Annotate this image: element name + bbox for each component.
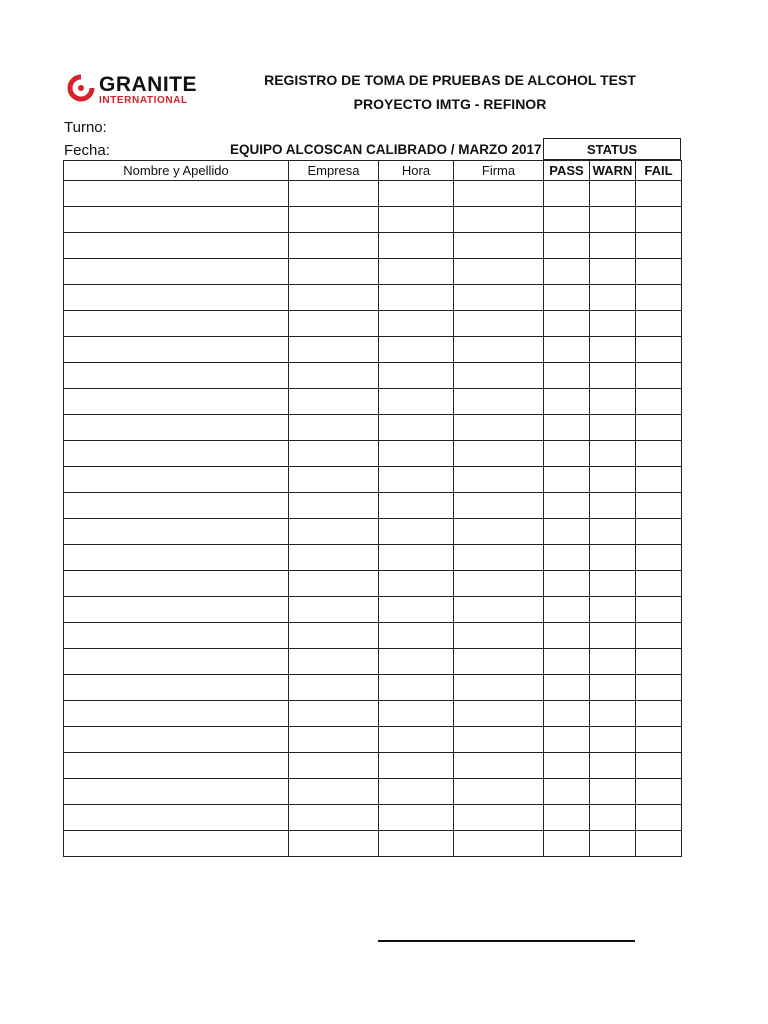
cell-empresa[interactable]	[289, 727, 379, 753]
cell-firma[interactable]	[454, 493, 544, 519]
table-row	[64, 207, 682, 233]
cell-hora[interactable]	[379, 493, 454, 519]
table-row	[64, 519, 682, 545]
table-row	[64, 545, 682, 571]
cell-firma[interactable]	[454, 311, 544, 337]
cell-pass[interactable]	[544, 337, 590, 363]
cell-pass[interactable]	[544, 259, 590, 285]
table-row	[64, 259, 682, 285]
cell-nombre[interactable]	[64, 259, 289, 285]
cell-empresa[interactable]	[289, 805, 379, 831]
cell-firma[interactable]	[454, 597, 544, 623]
cell-warn[interactable]	[590, 831, 636, 857]
cell-firma[interactable]	[454, 831, 544, 857]
cell-empresa[interactable]	[289, 597, 379, 623]
cell-hora[interactable]	[379, 233, 454, 259]
cell-firma[interactable]	[454, 441, 544, 467]
cell-hora[interactable]	[379, 363, 454, 389]
cell-nombre[interactable]	[64, 727, 289, 753]
cell-warn[interactable]	[590, 207, 636, 233]
cell-pass[interactable]	[544, 727, 590, 753]
cell-hora[interactable]	[379, 285, 454, 311]
cell-nombre[interactable]	[64, 337, 289, 363]
cell-hora[interactable]	[379, 701, 454, 727]
cell-pass[interactable]	[544, 207, 590, 233]
cell-firma[interactable]	[454, 285, 544, 311]
col-fail: FAIL	[636, 161, 682, 181]
cell-nombre[interactable]	[64, 571, 289, 597]
table-row	[64, 181, 682, 207]
cell-fail[interactable]	[636, 441, 682, 467]
table-row	[64, 649, 682, 675]
cell-pass[interactable]	[544, 389, 590, 415]
cell-warn[interactable]	[590, 285, 636, 311]
cell-firma[interactable]	[454, 779, 544, 805]
cell-nombre[interactable]	[64, 441, 289, 467]
cell-pass[interactable]	[544, 493, 590, 519]
cell-warn[interactable]	[590, 493, 636, 519]
col-nombre: Nombre y Apellido	[64, 161, 289, 181]
cell-hora[interactable]	[379, 545, 454, 571]
cell-fail[interactable]	[636, 805, 682, 831]
cell-nombre[interactable]	[64, 623, 289, 649]
table-row	[64, 623, 682, 649]
cell-firma[interactable]	[454, 181, 544, 207]
cell-hora[interactable]	[379, 181, 454, 207]
table-row	[64, 831, 682, 857]
cell-fail[interactable]	[636, 675, 682, 701]
cell-pass[interactable]	[544, 285, 590, 311]
cell-warn[interactable]	[590, 701, 636, 727]
cell-firma[interactable]	[454, 233, 544, 259]
project-title: PROYECTO IMTG - REFINOR	[353, 96, 547, 112]
cell-pass[interactable]	[544, 233, 590, 259]
cell-firma[interactable]	[454, 701, 544, 727]
cell-empresa[interactable]	[289, 831, 379, 857]
col-firma: Firma	[454, 161, 544, 181]
cell-warn[interactable]	[590, 753, 636, 779]
cell-hora[interactable]	[379, 597, 454, 623]
cell-empresa[interactable]	[289, 233, 379, 259]
cell-empresa[interactable]	[289, 259, 379, 285]
cell-warn[interactable]	[590, 415, 636, 441]
cell-fail[interactable]	[636, 415, 682, 441]
table-row	[64, 493, 682, 519]
cell-pass[interactable]	[544, 649, 590, 675]
cell-nombre[interactable]	[64, 493, 289, 519]
cell-fail[interactable]	[636, 181, 682, 207]
cell-pass[interactable]	[544, 311, 590, 337]
cell-pass[interactable]	[544, 545, 590, 571]
cell-warn[interactable]	[590, 259, 636, 285]
turno-label: Turno:	[64, 119, 107, 136]
cell-warn[interactable]	[590, 337, 636, 363]
cell-warn[interactable]	[590, 311, 636, 337]
cell-fail[interactable]	[636, 649, 682, 675]
cell-nombre[interactable]	[64, 545, 289, 571]
status-header: STATUS	[543, 138, 681, 160]
cell-firma[interactable]	[454, 571, 544, 597]
cell-hora[interactable]	[379, 415, 454, 441]
document-title: REGISTRO DE TOMA DE PRUEBAS DE ALCOHOL TEST	[264, 72, 636, 88]
cell-firma[interactable]	[454, 389, 544, 415]
cell-fail[interactable]	[636, 831, 682, 857]
cell-hora[interactable]	[379, 649, 454, 675]
cell-hora[interactable]	[379, 467, 454, 493]
cell-nombre[interactable]	[64, 363, 289, 389]
cell-empresa[interactable]	[289, 207, 379, 233]
cell-pass[interactable]	[544, 441, 590, 467]
cell-fail[interactable]	[636, 285, 682, 311]
cell-hora[interactable]	[379, 779, 454, 805]
cell-warn[interactable]	[590, 389, 636, 415]
table-row	[64, 571, 682, 597]
logo-subtitle: INTERNATIONAL	[99, 95, 188, 106]
cell-fail[interactable]	[636, 389, 682, 415]
col-hora: Hora	[379, 161, 454, 181]
cell-firma[interactable]	[454, 363, 544, 389]
cell-empresa[interactable]	[289, 519, 379, 545]
cell-empresa[interactable]	[289, 649, 379, 675]
cell-warn[interactable]	[590, 233, 636, 259]
cell-nombre[interactable]	[64, 519, 289, 545]
cell-pass[interactable]	[544, 623, 590, 649]
table-row	[64, 285, 682, 311]
cell-fail[interactable]	[636, 467, 682, 493]
cell-pass[interactable]	[544, 415, 590, 441]
cell-empresa[interactable]	[289, 571, 379, 597]
cell-firma[interactable]	[454, 675, 544, 701]
cell-warn[interactable]	[590, 805, 636, 831]
cell-pass[interactable]	[544, 181, 590, 207]
cell-pass[interactable]	[544, 467, 590, 493]
cell-nombre[interactable]	[64, 779, 289, 805]
cell-fail[interactable]	[636, 545, 682, 571]
cell-fail[interactable]	[636, 753, 682, 779]
table-row	[64, 311, 682, 337]
cell-hora[interactable]	[379, 727, 454, 753]
cell-empresa[interactable]	[289, 441, 379, 467]
cell-empresa[interactable]	[289, 363, 379, 389]
cell-empresa[interactable]	[289, 389, 379, 415]
table-row	[64, 805, 682, 831]
cell-hora[interactable]	[379, 311, 454, 337]
cell-hora[interactable]	[379, 571, 454, 597]
cell-hora[interactable]	[379, 207, 454, 233]
table-row	[64, 727, 682, 753]
cell-fail[interactable]	[636, 779, 682, 805]
cell-firma[interactable]	[454, 805, 544, 831]
table-row	[64, 597, 682, 623]
cell-warn[interactable]	[590, 363, 636, 389]
cell-pass[interactable]	[544, 805, 590, 831]
cell-warn[interactable]	[590, 519, 636, 545]
cell-fail[interactable]	[636, 311, 682, 337]
cell-nombre[interactable]	[64, 675, 289, 701]
cell-empresa[interactable]	[289, 623, 379, 649]
col-pass: PASS	[544, 161, 590, 181]
col-warn: WARN	[590, 161, 636, 181]
cell-nombre[interactable]	[64, 701, 289, 727]
signature-line	[378, 940, 635, 942]
cell-nombre[interactable]	[64, 415, 289, 441]
cell-warn[interactable]	[590, 675, 636, 701]
col-empresa: Empresa	[289, 161, 379, 181]
cell-fail[interactable]	[636, 623, 682, 649]
cell-warn[interactable]	[590, 649, 636, 675]
cell-nombre[interactable]	[64, 207, 289, 233]
cell-pass[interactable]	[544, 363, 590, 389]
table-row	[64, 441, 682, 467]
cell-hora[interactable]	[379, 259, 454, 285]
cell-fail[interactable]	[636, 571, 682, 597]
cell-empresa[interactable]	[289, 467, 379, 493]
cell-pass[interactable]	[544, 701, 590, 727]
cell-nombre[interactable]	[64, 233, 289, 259]
cell-nombre[interactable]	[64, 805, 289, 831]
cell-pass[interactable]	[544, 675, 590, 701]
table-row	[64, 389, 682, 415]
table-row	[64, 363, 682, 389]
table-row	[64, 337, 682, 363]
cell-firma[interactable]	[454, 623, 544, 649]
cell-empresa[interactable]	[289, 493, 379, 519]
cell-fail[interactable]	[636, 337, 682, 363]
cell-warn[interactable]	[590, 727, 636, 753]
cell-empresa[interactable]	[289, 181, 379, 207]
cell-fail[interactable]	[636, 493, 682, 519]
cell-fail[interactable]	[636, 363, 682, 389]
cell-nombre[interactable]	[64, 831, 289, 857]
cell-hora[interactable]	[379, 753, 454, 779]
cell-pass[interactable]	[544, 779, 590, 805]
cell-firma[interactable]	[454, 259, 544, 285]
cell-nombre[interactable]	[64, 181, 289, 207]
cell-hora[interactable]	[379, 337, 454, 363]
fecha-label: Fecha:	[64, 142, 110, 159]
cell-nombre[interactable]	[64, 597, 289, 623]
test-log-table	[63, 160, 682, 857]
cell-hora[interactable]	[379, 389, 454, 415]
cell-warn[interactable]	[590, 545, 636, 571]
cell-hora[interactable]	[379, 623, 454, 649]
cell-nombre[interactable]	[64, 285, 289, 311]
cell-hora[interactable]	[379, 675, 454, 701]
cell-pass[interactable]	[544, 597, 590, 623]
cell-firma[interactable]	[454, 727, 544, 753]
cell-firma[interactable]	[454, 207, 544, 233]
cell-fail[interactable]	[636, 233, 682, 259]
cell-nombre[interactable]	[64, 753, 289, 779]
cell-empresa[interactable]	[289, 753, 379, 779]
table-row	[64, 753, 682, 779]
cell-warn[interactable]	[590, 623, 636, 649]
cell-fail[interactable]	[636, 207, 682, 233]
cell-hora[interactable]	[379, 831, 454, 857]
cell-warn[interactable]	[590, 181, 636, 207]
equipment-note: EQUIPO ALCOSCAN CALIBRADO / MARZO 2017	[230, 142, 542, 157]
table-row	[64, 415, 682, 441]
cell-hora[interactable]	[379, 805, 454, 831]
logo-wordmark: GRANITE	[99, 73, 197, 96]
cell-warn[interactable]	[590, 597, 636, 623]
cell-nombre[interactable]	[64, 649, 289, 675]
cell-pass[interactable]	[544, 831, 590, 857]
cell-nombre[interactable]	[64, 311, 289, 337]
cell-empresa[interactable]	[289, 337, 379, 363]
cell-hora[interactable]	[379, 519, 454, 545]
cell-empresa[interactable]	[289, 701, 379, 727]
cell-empresa[interactable]	[289, 675, 379, 701]
cell-warn[interactable]	[590, 467, 636, 493]
cell-firma[interactable]	[454, 753, 544, 779]
cell-empresa[interactable]	[289, 545, 379, 571]
table-row	[64, 233, 682, 259]
cell-fail[interactable]	[636, 701, 682, 727]
cell-firma[interactable]	[454, 519, 544, 545]
cell-pass[interactable]	[544, 753, 590, 779]
cell-firma[interactable]	[454, 467, 544, 493]
cell-firma[interactable]	[454, 649, 544, 675]
cell-firma[interactable]	[454, 415, 544, 441]
table-row	[64, 467, 682, 493]
cell-pass[interactable]	[544, 571, 590, 597]
cell-empresa[interactable]	[289, 311, 379, 337]
table-header-row	[64, 161, 682, 181]
table-row	[64, 675, 682, 701]
cell-empresa[interactable]	[289, 415, 379, 441]
cell-nombre[interactable]	[64, 467, 289, 493]
cell-warn[interactable]	[590, 779, 636, 805]
cell-nombre[interactable]	[64, 389, 289, 415]
cell-warn[interactable]	[590, 441, 636, 467]
cell-hora[interactable]	[379, 441, 454, 467]
cell-fail[interactable]	[636, 519, 682, 545]
cell-fail[interactable]	[636, 597, 682, 623]
table-row	[64, 779, 682, 805]
cell-fail[interactable]	[636, 727, 682, 753]
table-row	[64, 701, 682, 727]
cell-empresa[interactable]	[289, 285, 379, 311]
cell-warn[interactable]	[590, 571, 636, 597]
cell-empresa[interactable]	[289, 779, 379, 805]
cell-pass[interactable]	[544, 519, 590, 545]
cell-fail[interactable]	[636, 259, 682, 285]
cell-firma[interactable]	[454, 337, 544, 363]
cell-firma[interactable]	[454, 545, 544, 571]
